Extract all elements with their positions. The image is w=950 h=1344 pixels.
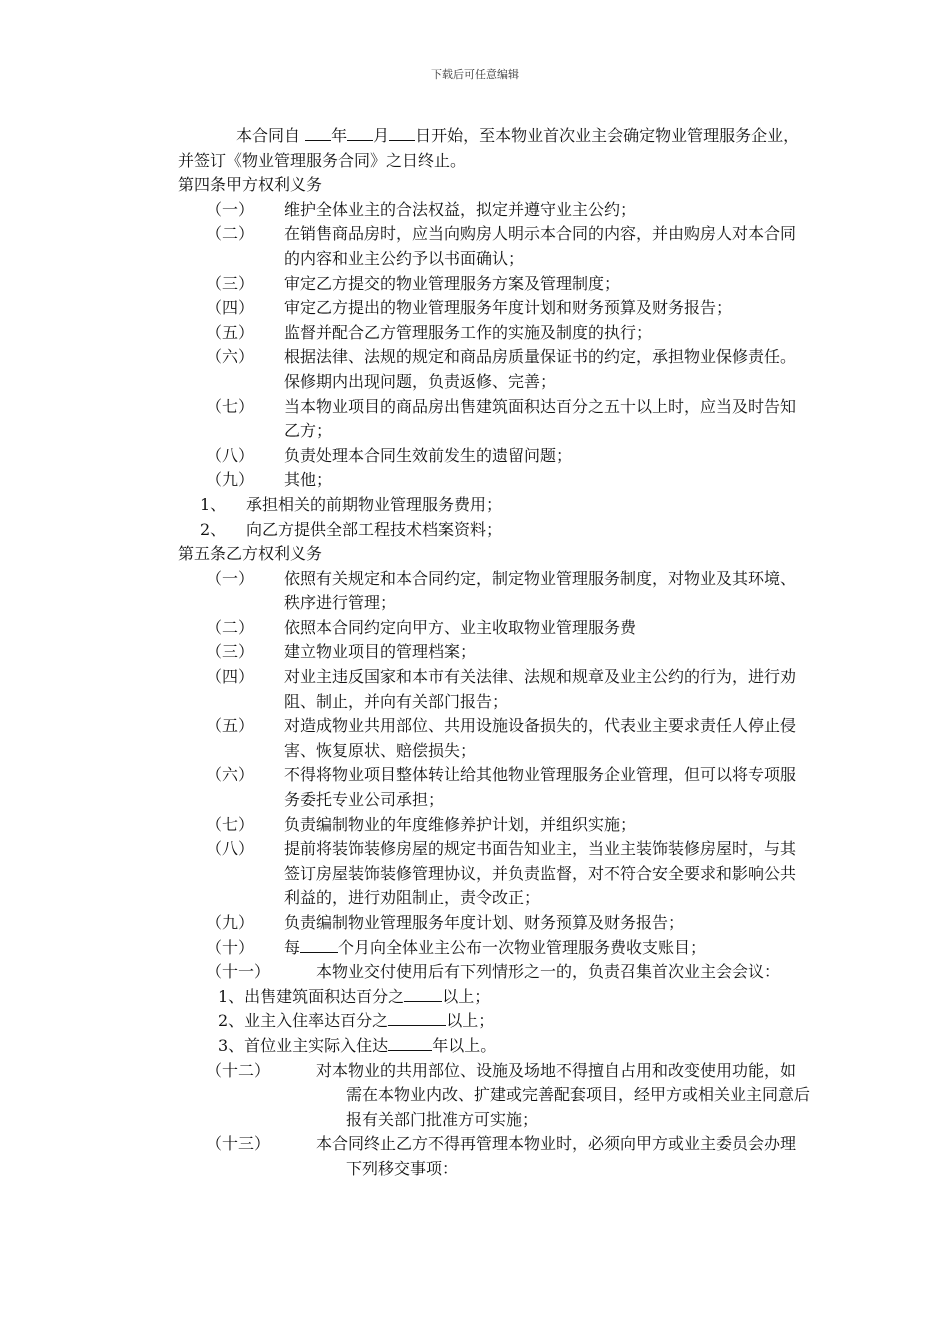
item-text: 提前将装饰装修房屋的规定书面告知业主，当业主装饰装修房屋时，与其签订房屋装饰装修管理协议，并负责监督，对不符合安全要求和影响公共利益的，进行劝阻制止，责令改正；: [284, 839, 797, 908]
article5-item: [178, 837, 810, 911]
article5-item: [178, 813, 810, 838]
item-text: 对造成物业共用部位、共用设施设备损失的，代表业主要求责任人停止侵害、恢复原状、赔偿损失；: [284, 716, 797, 760]
item-number: （十二）: [206, 1060, 271, 1080]
item-text: 负责编制物业管理服务年度计划、财务预算及财务报告；: [284, 913, 685, 932]
item-number: （十）: [206, 937, 255, 957]
article5-item-10: [178, 936, 810, 961]
article4-title: 第四条甲方权利义务: [178, 175, 323, 195]
item-number: （一）: [206, 199, 255, 219]
article5-item: [178, 911, 810, 936]
item-text: 本物业交付使用后有下列情形之一的，负责召集首次业主会会议：: [316, 962, 781, 982]
condition-post: 以上；: [446, 1011, 495, 1031]
condition-item: [178, 1009, 810, 1034]
article4-item: [178, 198, 810, 223]
article5-item: [178, 714, 810, 763]
subitem-number: 2、: [200, 519, 227, 539]
item-number: （九）: [206, 913, 255, 932]
article4-item: [178, 395, 810, 444]
article4-item: [178, 468, 810, 493]
item-text: [284, 936, 810, 961]
item-number: （十一）: [206, 962, 271, 982]
article5-item-12: [178, 1059, 810, 1133]
item-text: 本合同终止乙方不得再管理本物业时，必须向甲方或业主委员会办理下列移交事项：: [316, 1134, 797, 1178]
condition-pre: 1、出售建筑面积达百分之: [218, 986, 405, 1006]
article5-item: [178, 616, 810, 641]
item-text: 在销售商品房时，应当向购房人明示本合同的内容，并由购房人对本合同的内容和业主公约予以书面确认；: [284, 224, 797, 268]
item-number: （四）: [206, 298, 255, 318]
article4-item: [178, 272, 810, 297]
item-text: 依照本合同约定向甲方、业主收取物业管理服务费: [284, 617, 637, 637]
item-number: （一）: [206, 568, 255, 588]
condition-post: 年以上。: [432, 1035, 497, 1055]
item-text: 其他；: [284, 470, 333, 490]
article5-item: [178, 640, 810, 665]
condition-blank: [388, 1009, 446, 1026]
contract-body: [178, 124, 810, 1182]
article4-item: [178, 222, 810, 271]
month-blank: [347, 124, 373, 141]
article5-item: [178, 763, 810, 812]
item-text: 建立物业项目的管理档案；: [284, 642, 477, 662]
item-number: （九）: [206, 470, 255, 490]
condition-item: [178, 1034, 810, 1059]
item-number: （十三）: [206, 1134, 271, 1154]
year-blank: [305, 124, 331, 141]
condition-pre: 2、业主入住率达百分之: [218, 1011, 389, 1031]
item-text: 当本物业项目的商品房出售建筑面积达百分之五十以上时，应当及时告知乙方；: [284, 396, 797, 441]
item10-pre: 每: [284, 937, 301, 957]
subitem-number: 1、: [200, 494, 227, 514]
item-text: 负责编制物业的年度维修养护计划，并组织实施；: [284, 814, 637, 834]
item-text: 审定乙方提交的物业管理服务方案及管理制度；: [284, 273, 621, 293]
item-text: 对本物业的共用部位、设施及场地不得擅自占用和改变使用功能，如需在本物业内改、扩建或完善配套项目，经甲方或相关业主同意后报有关部门批准方可实施；: [316, 1060, 811, 1129]
intro-paragraph: [178, 124, 810, 173]
page-header-note: 下载后可任意编辑: [431, 68, 519, 81]
article4-item: [178, 444, 810, 469]
article4-subitem: [178, 518, 810, 543]
item-number: （二）: [206, 617, 255, 637]
article4-item: [178, 296, 810, 321]
item-text: 维护全体业主的合法权益，拟定并遵守业主公约；: [284, 199, 637, 219]
condition-blank: [404, 985, 442, 1002]
item-number: （四）: [206, 667, 255, 687]
condition-blank: [388, 1034, 432, 1051]
item-number: （七）: [206, 814, 255, 834]
item-text: 对业主违反国家和本市有关法律、法规和规章及业主公约的行为，进行劝阻、制止，并向有关部门报告；: [284, 667, 797, 711]
item-number: （二）: [206, 224, 255, 244]
condition-pre: 3、首位业主实际入住达: [218, 1035, 389, 1055]
item-text: 根据法律、法规的规定和商品房质量保证书的约定，承担物业保修责任。保修期内出现问题，负责返修、完善；: [284, 347, 797, 391]
item-number: （八）: [206, 445, 255, 465]
months-blank: [300, 936, 338, 953]
intro-rest: 日开始，至本物业首次业主会确定物业管理服务企业，并签订《物业管理服务合同》之日终止。: [178, 126, 800, 170]
article4-item: [178, 345, 810, 394]
article4-subitem: [178, 493, 810, 518]
item-text: 依照有关规定和本合同约定，制定物业管理服务制度，对物业及其环境、秩序进行管理；: [284, 568, 797, 613]
item-number: （三）: [206, 273, 255, 293]
intro-year: 年: [331, 126, 348, 145]
item-number: （六）: [206, 347, 255, 367]
intro-month: 月: [373, 126, 390, 145]
item-text: 负责处理本合同生效前发生的遗留问题；: [284, 445, 573, 465]
item10-post: 个月向全体业主公布一次物业管理服务费收支账目；: [338, 937, 707, 957]
item-number: （六）: [206, 765, 255, 785]
article5-item: [178, 665, 810, 714]
item-number: （三）: [206, 642, 255, 662]
article4-item: [178, 321, 810, 346]
article5-item-13: [178, 1132, 810, 1181]
subitem-text: 承担相关的前期物业管理服务费用；: [246, 494, 503, 514]
condition-item: [178, 985, 810, 1010]
item-number: （五）: [206, 322, 255, 342]
day-blank: [389, 124, 415, 141]
subitem-text: 向乙方提供全部工程技术档案资料；: [246, 519, 503, 539]
item-text: 不得将物业项目整体转让给其他物业管理服务企业管理，但可以将专项服务委托专业公司承担；: [284, 765, 797, 810]
condition-post: 以上；: [442, 986, 491, 1006]
item-number: （八）: [206, 839, 255, 859]
article5-title: 第五条乙方权利义务: [178, 544, 323, 564]
article5-item: [178, 567, 810, 616]
item-text: 监督并配合乙方管理服务工作的实施及制度的执行；: [284, 322, 653, 342]
intro-prefix: 本合同自: [236, 126, 301, 145]
item-text: 审定乙方提出的物业管理服务年度计划和财务预算及财务报告；: [284, 298, 733, 318]
item-number: （五）: [206, 716, 255, 736]
article5-item-11: [178, 960, 810, 985]
item-number: （七）: [206, 396, 255, 416]
